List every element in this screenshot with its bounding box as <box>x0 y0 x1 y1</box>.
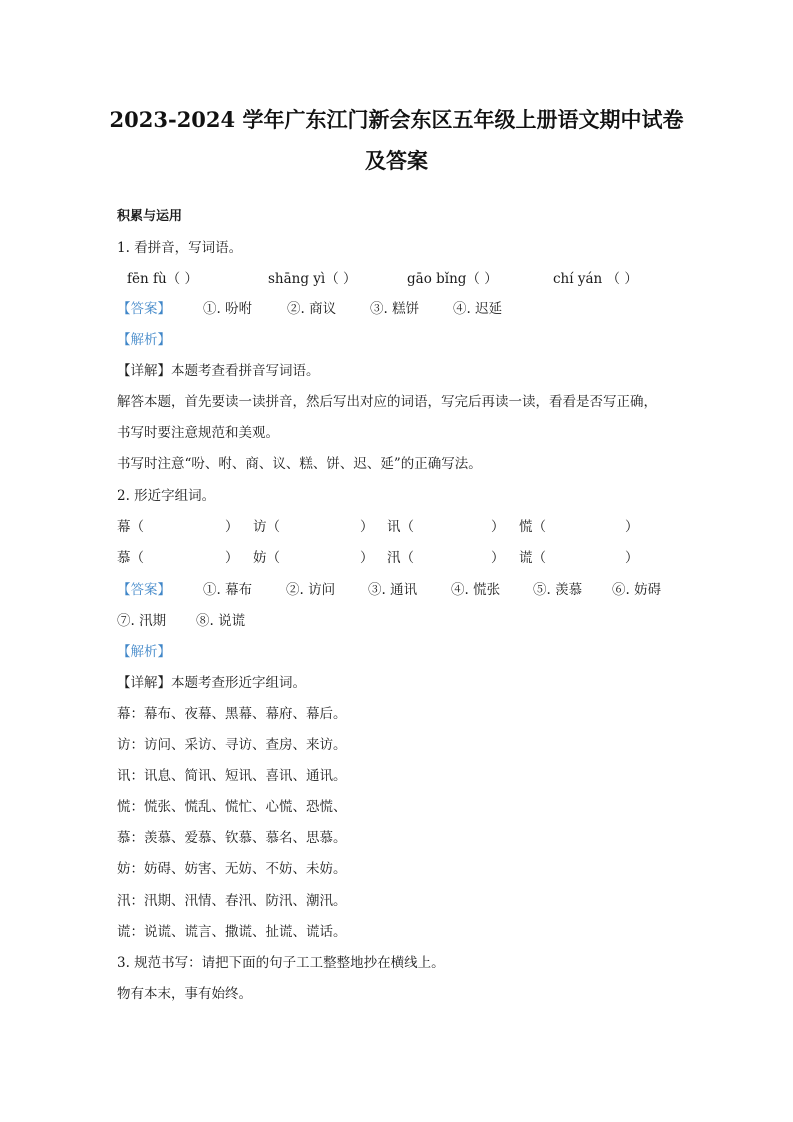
q1-paragraph: 书写时注意“吩、咐、商、议、糕、饼、迟、延”的正确写法。 <box>117 456 482 472</box>
paren-close: ） <box>360 519 374 535</box>
paren-close: ） <box>625 519 639 535</box>
answer-item: ⑤. 羡慕 <box>533 582 583 598</box>
char-item: 讯（ <box>387 519 414 535</box>
paren-close: ） <box>491 550 505 566</box>
paren-close: ） <box>225 550 239 566</box>
q1-pinyin-row <box>0 270 793 290</box>
word-group-line: 慌：慌张、慌乱、慌忙、心慌、恐慌、 <box>117 799 347 815</box>
word-group-line: 幕：幕布、夜幕、黑幕、幕府、幕后。 <box>117 706 347 722</box>
q2-detail: 【详解】本题考查形近字组词。 <box>117 675 306 691</box>
word-group-line: 妨：妨碍、妨害、无妨、不妨、未妨。 <box>117 861 347 877</box>
paren-close: ） <box>491 519 505 535</box>
pinyin-item: fēn fù（ ） <box>127 271 198 287</box>
analysis-label: 【解析】 <box>117 644 171 660</box>
char-item: 访（ <box>253 519 280 535</box>
char-item: 慕（ <box>117 550 144 566</box>
answer-item: ①. 幕布 <box>203 582 253 598</box>
q3-sentence: 物有本末，事有始终。 <box>117 986 252 1002</box>
answer-item: ⑦. 汛期 <box>117 613 167 629</box>
answer-item: ⑧. 说谎 <box>196 613 246 629</box>
q2-answer-row-2 <box>0 612 793 632</box>
q3-prompt: 3. 规范书写：请把下面的句子工工整整地抄在横线上。 <box>117 955 445 971</box>
pinyin-item: chí yán （ ） <box>553 271 638 287</box>
answer-item: ④. 慌张 <box>451 582 501 598</box>
answer-label: 【答案】 <box>117 301 171 317</box>
answer-item: ⑥. 妨碍 <box>612 582 662 598</box>
char-item: 谎（ <box>519 550 546 566</box>
pinyin-item: shāng yì（ ） <box>268 271 357 287</box>
document-title-line-2: 及答案 <box>365 148 428 173</box>
word-group-line: 汛：汛期、汛情、春汛、防汛、潮汛。 <box>117 893 347 909</box>
q1-detail: 【详解】本题考查看拼音写词语。 <box>117 363 320 379</box>
char-item: 汛（ <box>387 550 414 566</box>
q1-paragraph: 解答本题，首先要读一读拼音，然后写出对应的词语，写完后再读一读，看看是否写正确， <box>117 394 657 410</box>
q1-answer-row <box>0 300 793 320</box>
answer-item: ②. 商议 <box>287 301 337 317</box>
paren-close: ） <box>225 519 239 535</box>
answer-item: ③. 糕饼 <box>370 301 420 317</box>
pinyin-item: gāo bǐng（ ） <box>407 271 498 287</box>
q1-paragraph: 书写时要注意规范和美观。 <box>117 425 279 441</box>
section-heading: 积累与运用 <box>117 209 183 224</box>
analysis-label: 【解析】 <box>117 332 171 348</box>
q2-row-2 <box>0 549 793 569</box>
word-group-line: 谎：说谎、谎言、撒谎、扯谎、谎话。 <box>117 924 347 940</box>
word-group-line: 慕：羡慕、爱慕、钦慕、慕名、思慕。 <box>117 830 347 846</box>
answer-item: ①. 吩咐 <box>203 301 253 317</box>
paren-close: ） <box>360 550 374 566</box>
word-group-line: 访：访问、采访、寻访、查房、来访。 <box>117 737 347 753</box>
answer-label: 【答案】 <box>117 582 171 598</box>
q2-row-1 <box>0 518 793 538</box>
word-group-line: 讯：讯息、简讯、短讯、喜讯、通讯。 <box>117 768 347 784</box>
q1-prompt: 1. 看拼音，写词语。 <box>117 240 243 256</box>
q2-prompt: 2. 形近字组词。 <box>117 488 216 504</box>
char-item: 慌（ <box>519 519 546 535</box>
answer-item: ②. 访问 <box>286 582 336 598</box>
paren-close: ） <box>625 550 639 566</box>
char-item: 幕（ <box>117 519 144 535</box>
answer-item: ③. 通讯 <box>368 582 418 598</box>
document-title-line-1: 2023-2024 学年广东江门新会东区五年级上册语文期中试卷 <box>109 107 684 132</box>
char-item: 妨（ <box>253 550 280 566</box>
q2-answer-row <box>0 581 793 601</box>
answer-item: ④. 迟延 <box>453 301 503 317</box>
